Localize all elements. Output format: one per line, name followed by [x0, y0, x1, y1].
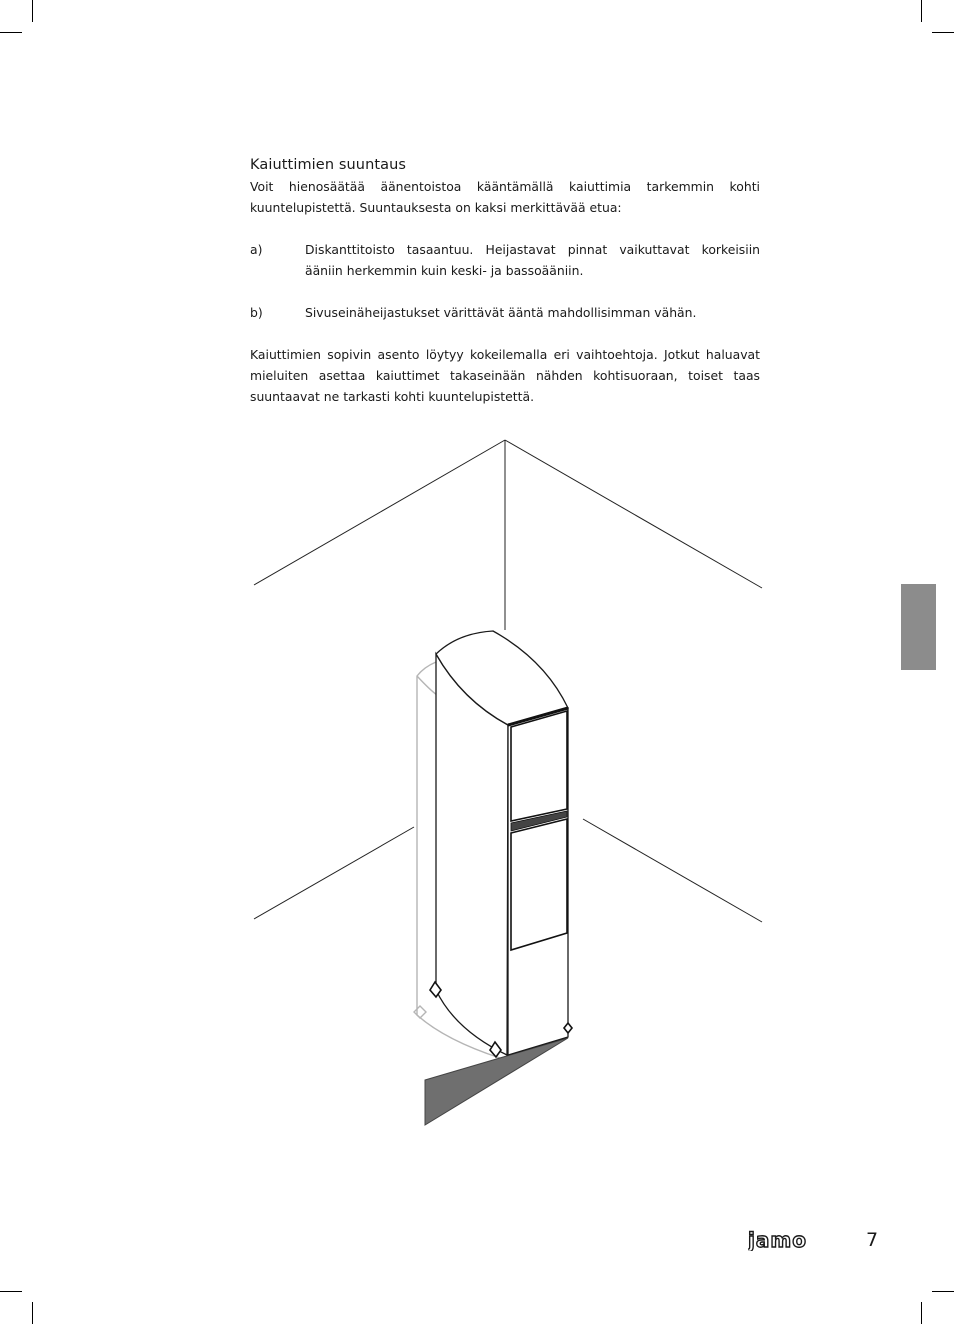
- crop-mark-top-left-h: [0, 32, 22, 33]
- list-item: [250, 302, 760, 323]
- speaker-corner-illustration: [240, 430, 780, 1135]
- intro-paragraph: Voit hienosäätää äänentoistoa kääntämällä kaiuttimia tarkemmin kohti kuuntelupistettä. Suuntauksesta on kaksi merkittävää etua:: [250, 179, 760, 215]
- crop-mark-top-left-v: [32, 0, 33, 22]
- speaker: [436, 631, 568, 1055]
- crop-mark-top-right-v: [921, 0, 922, 22]
- section-side-tab: [901, 584, 936, 670]
- list-marker: a): [250, 242, 263, 257]
- list-marker: b): [250, 305, 263, 320]
- wall-line: [505, 440, 762, 588]
- crop-mark-bottom-left-h: [0, 1291, 22, 1292]
- svg-text:jamo: jamo: [748, 1229, 807, 1251]
- page-number: 7: [866, 1229, 879, 1251]
- crop-mark-bottom-right-v: [921, 1302, 922, 1324]
- closing-paragraph: Kaiuttimien sopivin asento löytyy kokeilemalla eri vaihtoehtoja. Jotkut haluavat mieluiten asettaa kaiuttimet takaseinään nähden kohtisuoraan, toiset taas suuntaavat ne tarkasti kohti kuuntelupistettä.: [250, 347, 760, 404]
- crop-mark-top-right-h: [932, 32, 954, 33]
- list-item: [250, 239, 760, 281]
- section-heading: Kaiuttimien suuntaus: [250, 157, 407, 173]
- list-item-text: Sivuseinäheijastukset värittävät ääntä mahdollisimman vähän.: [305, 305, 697, 320]
- wall-line: [254, 440, 505, 585]
- list-item-text: Diskanttitoisto tasaantuu. Heijastavat pinnat vaikuttavat korkeisiin ääniin herkemmin kuin keski- ja bassoääniin.: [305, 242, 760, 278]
- crop-mark-bottom-right-h: [932, 1291, 954, 1292]
- floor-line: [254, 827, 414, 919]
- floor-line: [583, 819, 762, 922]
- crop-mark-bottom-left-v: [32, 1302, 33, 1324]
- jamo-logo-icon: [748, 1229, 828, 1251]
- section-content: [250, 157, 760, 407]
